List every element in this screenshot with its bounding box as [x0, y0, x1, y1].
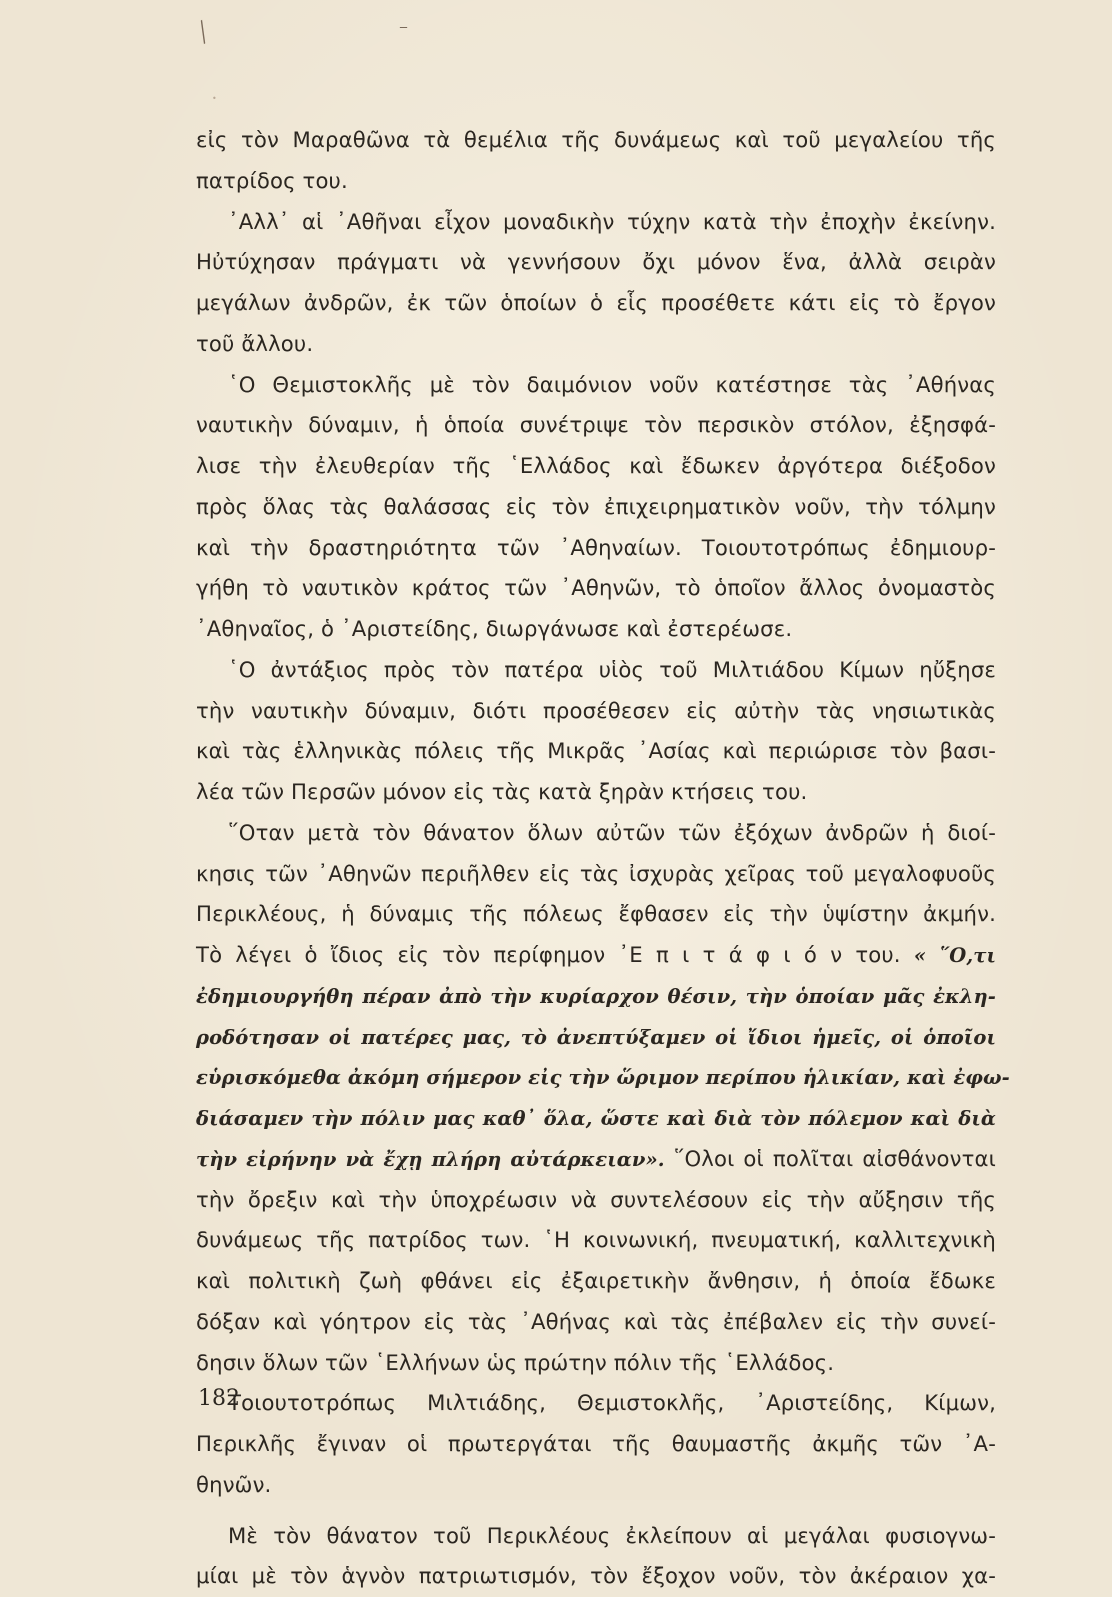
italic-quote-segment: τὴν εἰρήνην νὰ ἔχῃ πλήρη αὐτάρκειαν». [196, 1147, 665, 1171]
text-line [196, 1180, 996, 1221]
text-segment: λέα τῶν Περσῶν μόνον εἰς τὰς κατὰ ξηρὰν κτήσεις του. [196, 779, 808, 804]
text-line [196, 650, 996, 691]
dash-mark: ‾ [400, 26, 407, 42]
dot-mark: • [212, 94, 217, 103]
text-line [196, 283, 996, 324]
text-line [196, 202, 996, 243]
text-segment: πατρίδος του. [196, 167, 348, 193]
text-segment: ῞Ολοι οἱ πολῖται αἰσθάνονται [664, 1145, 996, 1171]
text-segment: ῞Οταν μετὰ τὸν θάνατον ὅλων αὐτῶν τῶν ἐξόχων ἀνδρῶν ἡ διοί- [228, 819, 996, 845]
text-line [196, 1516, 996, 1557]
text-line [196, 446, 996, 487]
page-number: 182 [198, 1386, 240, 1411]
text-line [196, 772, 996, 813]
text-segment: μίαι μὲ τὸν ἁγνὸν πατριωτισμόν, τὸν ἔξοχον νοῦν, τὸν ἀκέραιον χα- [196, 1563, 996, 1589]
text-segment: καὶ πολιτικὴ ζωὴ φθάνει εἰς ἐξαιρετικὴν ἄνθησιν, ἡ ὁποία ἔδωκε [196, 1268, 996, 1293]
text-segment: ᾿Αλλ᾿ αἱ ᾿Αθῆναι εἶχον μοναδικὴν τύχην κατὰ τὴν ἐποχὴν ἐκείνην. [228, 208, 996, 234]
text-segment: δησιν ὅλων τῶν ῾Ελλήνων ὡς πρώτην πόλιν τῆς ῾Ελλάδος. [196, 1349, 835, 1375]
text-line [196, 976, 996, 1017]
italic-quote-segment: « ῞Ο,τι [913, 944, 996, 967]
pencil-mark: ╱ [192, 20, 214, 45]
text-segment: κησις τῶν ᾿Αθηνῶν περιῆλθεν εἰς τὰς ἰσχυρὰς χεῖρας τοῦ μεγαλοφυοῦς [196, 860, 996, 886]
text-segment: ῾Ο Θεμιστοκλῆς μὲ τὸν δαιμόνιον νοῦν κατέστησε τὰς ᾿Αθήνας [228, 371, 996, 397]
text-segment: Περικλῆς ἔγιναν οἱ πρωτεργάται τῆς θαυμαστῆς ἀκμῆς τῶν ᾿Α- [196, 1431, 996, 1456]
text-segment: ῾Ο ἀντάξιος πρὸς τὸν πατέρα υἱὸς τοῦ Μιλτιάδου Κίμων ηὔξησε [228, 656, 996, 682]
text-segment: καὶ τὴν δραστηριότητα τῶν ᾿Αθηναίων. Τοιουτοτρόπως ἐδημιουρ- [196, 534, 996, 560]
text-segment: τὴν ναυτικὴν δύναμιν, διότι προσέθεσεν εἰς αὐτὴν τὰς νησιωτικὰς [196, 697, 996, 723]
text-segment: θηνῶν. [196, 1471, 272, 1497]
text-segment: Ηὐτύχησαν πράγματι νὰ γεννήσουν ὄχι μόνον ἕνα, ἀλλὰ σειρὰν [196, 249, 996, 275]
text-line [196, 405, 996, 446]
text-segment: πρὸς ὅλας τὰς θαλάσσας εἰς τὸν ἐπιχειρηματικὸν νοῦν, τὴν τόλμην [196, 493, 996, 519]
text-line [196, 609, 996, 650]
text-segment: Μὲ τὸν θάνατον τοῦ Περικλέους ἐκλείπουν αἱ μεγάλαι φυσιογνω- [228, 1522, 996, 1548]
text-segment: μεγάλων ἀνδρῶν, ἐκ τῶν ὁποίων ὁ εἷς προσέθετε κάτι εἰς τὸ ἔργον [196, 290, 996, 315]
text-line [196, 1017, 996, 1058]
text-segment: ᾿Αθηναῖος, ὁ ᾿Αριστείδης, διωργάνωσε καὶ ἐστερέωσε. [196, 616, 793, 641]
text-line [196, 161, 996, 202]
text-line [196, 1139, 996, 1180]
text-segment: δόξαν καὶ γόητρον εἰς τὰς ᾿Αθήνας καὶ τὰς ἐπέβαλεν εἰς τὴν συνεί- [196, 1308, 996, 1334]
text-line [196, 120, 996, 161]
text-line [196, 691, 996, 732]
italic-quote-segment: εὑρισκόμεθα ἀκόμη σήμερον εἰς τὴν ὥριμον περίπου ἡλικίαν, καὶ ἐφω- [196, 1066, 1010, 1090]
text-line [196, 324, 996, 365]
text-line [196, 568, 996, 609]
text-line [196, 1057, 1010, 1098]
text-segment: γήθη τὸ ναυτικὸν κράτος τῶν ᾿Αθηνῶν, τὸ ὁποῖον ἄλλος ὀνομαστὸς [196, 575, 996, 601]
text-line [196, 1343, 996, 1384]
text-line [196, 1383, 996, 1424]
text-segment: Τοιουτοτρόπως Μιλτιάδης, Θεμιστοκλῆς, ᾿Αριστείδης, Κίμων, [228, 1390, 996, 1416]
text-line [196, 935, 996, 976]
text-line [196, 854, 996, 895]
text-segment: ναυτικὴν δύναμιν, ἡ ὁποία συνέτριψε τὸν περσικὸν στόλον, ἐξησφά- [196, 412, 996, 438]
text-line [196, 1302, 996, 1343]
text-line [196, 1098, 996, 1139]
text-line [196, 365, 996, 406]
text-line [196, 1465, 996, 1506]
text-segment: καὶ τὰς ἑλληνικὰς πόλεις τῆς Μικρᾶς ᾿Ασίας καὶ περιώρισε τὸν βασι- [196, 738, 996, 764]
text-line [196, 1556, 996, 1597]
text-segment: τὴν ὄρεξιν καὶ τὴν ὑποχρέωσιν νὰ συντελέσουν εἰς τὴν αὔξησιν τῆς [196, 1186, 996, 1212]
text-segment: εἰς τὸν Μαραθῶνα τὰ θεμέλια τῆς δυνάμεως καὶ τοῦ μεγαλείου τῆς [196, 127, 996, 152]
italic-quote-segment: ἐδημιουργήθη πέραν ἀπὸ τὴν κυρίαρχον θέσιν, τὴν ὁποίαν μᾶς ἐκλη- [196, 984, 996, 1008]
text-line [196, 242, 996, 283]
text-line [196, 487, 996, 528]
text-line [196, 1424, 996, 1465]
text-line [196, 528, 996, 569]
body-text [196, 120, 1010, 1597]
text-segment: Περικλέους, ἡ δύναμις τῆς πόλεως ἔφθασεν εἰς τὴν ὑψίστην ἀκμήν. [196, 901, 996, 927]
text-line [196, 1261, 996, 1302]
italic-quote-segment: διάσαμεν τὴν πόλιν μας καθ᾿ ὅλα, ὥστε καὶ διὰ τὸν πόλεμον καὶ διὰ [196, 1107, 996, 1130]
text-line [196, 894, 996, 935]
text-line [196, 1220, 996, 1261]
text-line [196, 731, 996, 772]
text-segment: Τὸ λέγει ὁ ἴδιος εἰς τὸν περίφημον ᾿Ε π ι τ ά φ ι ό ν του. [196, 942, 914, 967]
text-line [196, 813, 996, 854]
text-segment: δυνάμεως τῆς πατρίδος των. ῾Η κοινωνική, πνευματική, καλλιτεχνικὴ [196, 1227, 996, 1253]
text-segment: λισε τὴν ἐλευθερίαν τῆς ῾Ελλάδος καὶ ἔδωκεν ἀργότερα διέξοδον [196, 453, 996, 478]
text-segment: τοῦ ἄλλου. [196, 330, 314, 356]
italic-quote-segment: ροδότησαν οἱ πατέρες μας, τὸ ἀνεπτύξαμεν οἱ ἴδιοι ἡμεῖς, οἱ ὁποῖοι [196, 1025, 996, 1049]
